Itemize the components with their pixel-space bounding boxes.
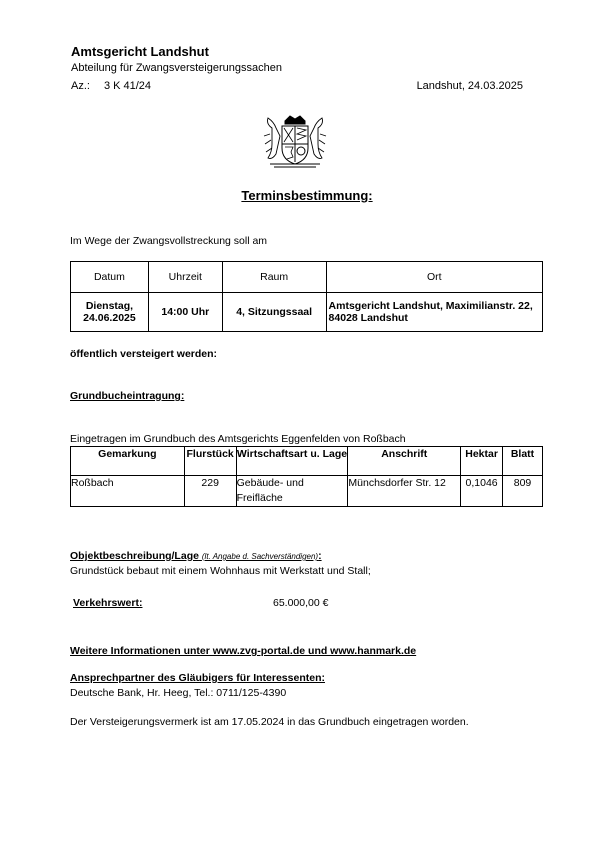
column-header: Flurstück xyxy=(184,447,236,476)
contact-details: Deutsche Bank, Hr. Heeg, Tel.: 0711/125-4390 xyxy=(70,687,287,699)
land-register-heading: Grundbucheintragung: xyxy=(70,390,185,402)
appointment-time: 14:00 Uhr xyxy=(148,293,222,332)
intro-text: Im Wege der Zwangsvollstreckung soll am xyxy=(70,235,268,247)
table-cell: 229 xyxy=(184,476,236,507)
column-header: Datum xyxy=(71,262,149,293)
table-cell: Münchsdorfer Str. 12 xyxy=(348,476,461,507)
table-row xyxy=(71,293,543,332)
table-row xyxy=(71,262,543,293)
column-header: Raum xyxy=(222,262,326,293)
land-register-table xyxy=(70,446,543,507)
department-name: Abteilung für Zwangsversteigerungssachen xyxy=(71,62,282,74)
date-value: 24.06.2025 xyxy=(83,312,136,324)
object-heading xyxy=(70,550,322,562)
case-label: Az.: xyxy=(71,80,90,92)
column-header: Blatt xyxy=(503,447,543,476)
column-header: Uhrzeit xyxy=(148,262,222,293)
table-row xyxy=(71,476,543,507)
table-cell: 809 xyxy=(503,476,543,507)
object-heading-label: Objektbeschreibung/Lage xyxy=(70,550,199,562)
table-cell: 0,1046 xyxy=(461,476,503,507)
table-row xyxy=(71,447,543,476)
place-date: Landshut, 24.03.2025 xyxy=(416,80,523,92)
column-header: Wirtschaftsart u. Lage xyxy=(236,447,348,476)
register-note: Der Versteigerungsvermerk ist am 17.05.2024 in das Grundbuch eingetragen worden. xyxy=(70,716,469,728)
court-name: Amtsgericht Landshut xyxy=(71,44,209,59)
market-value-label: Verkehrswert: xyxy=(73,597,143,609)
date-weekday: Dienstag, xyxy=(85,300,134,312)
appointment-room: 4, Sitzungssaal xyxy=(222,293,326,332)
object-description: Grundstück bebaut mit einem Wohnhaus mit Werkstatt und Stall; xyxy=(70,565,371,577)
contact-heading: Ansprechpartner des Gläubigers für Interessenten: xyxy=(70,672,325,684)
more-info-link[interactable]: Weitere Informationen unter www.zvg-portal.de und www.hanmark.de xyxy=(70,645,417,657)
table-cell: Roßbach xyxy=(71,476,185,507)
case-number: 3 K 41/24 xyxy=(103,80,152,92)
column-header: Ort xyxy=(326,262,542,293)
column-header: Anschrift xyxy=(348,447,461,476)
case-reference xyxy=(71,80,151,92)
appointment-table xyxy=(70,261,543,332)
column-header: Gemarkung xyxy=(71,447,185,476)
column-header: Hektar xyxy=(461,447,503,476)
document-title: Terminsbestimmung: xyxy=(241,188,373,203)
coat-of-arms-icon xyxy=(262,114,328,170)
sold-text: öffentlich versteigert werden: xyxy=(70,348,218,360)
land-register-intro: Eingetragen im Grundbuch des Amtsgerichts Eggenfelden von Roßbach xyxy=(70,433,406,445)
object-heading-colon: : xyxy=(318,550,322,562)
appointment-date xyxy=(71,293,149,332)
table-cell: Gebäude- und Freifläche xyxy=(236,476,348,507)
appointment-location: Amtsgericht Landshut, Maximilianstr. 22, 84028 Landshut xyxy=(326,293,542,332)
object-heading-note: (lt. Angabe d. Sachverständigen) xyxy=(201,552,319,561)
market-value: 65.000,00 € xyxy=(273,597,329,609)
